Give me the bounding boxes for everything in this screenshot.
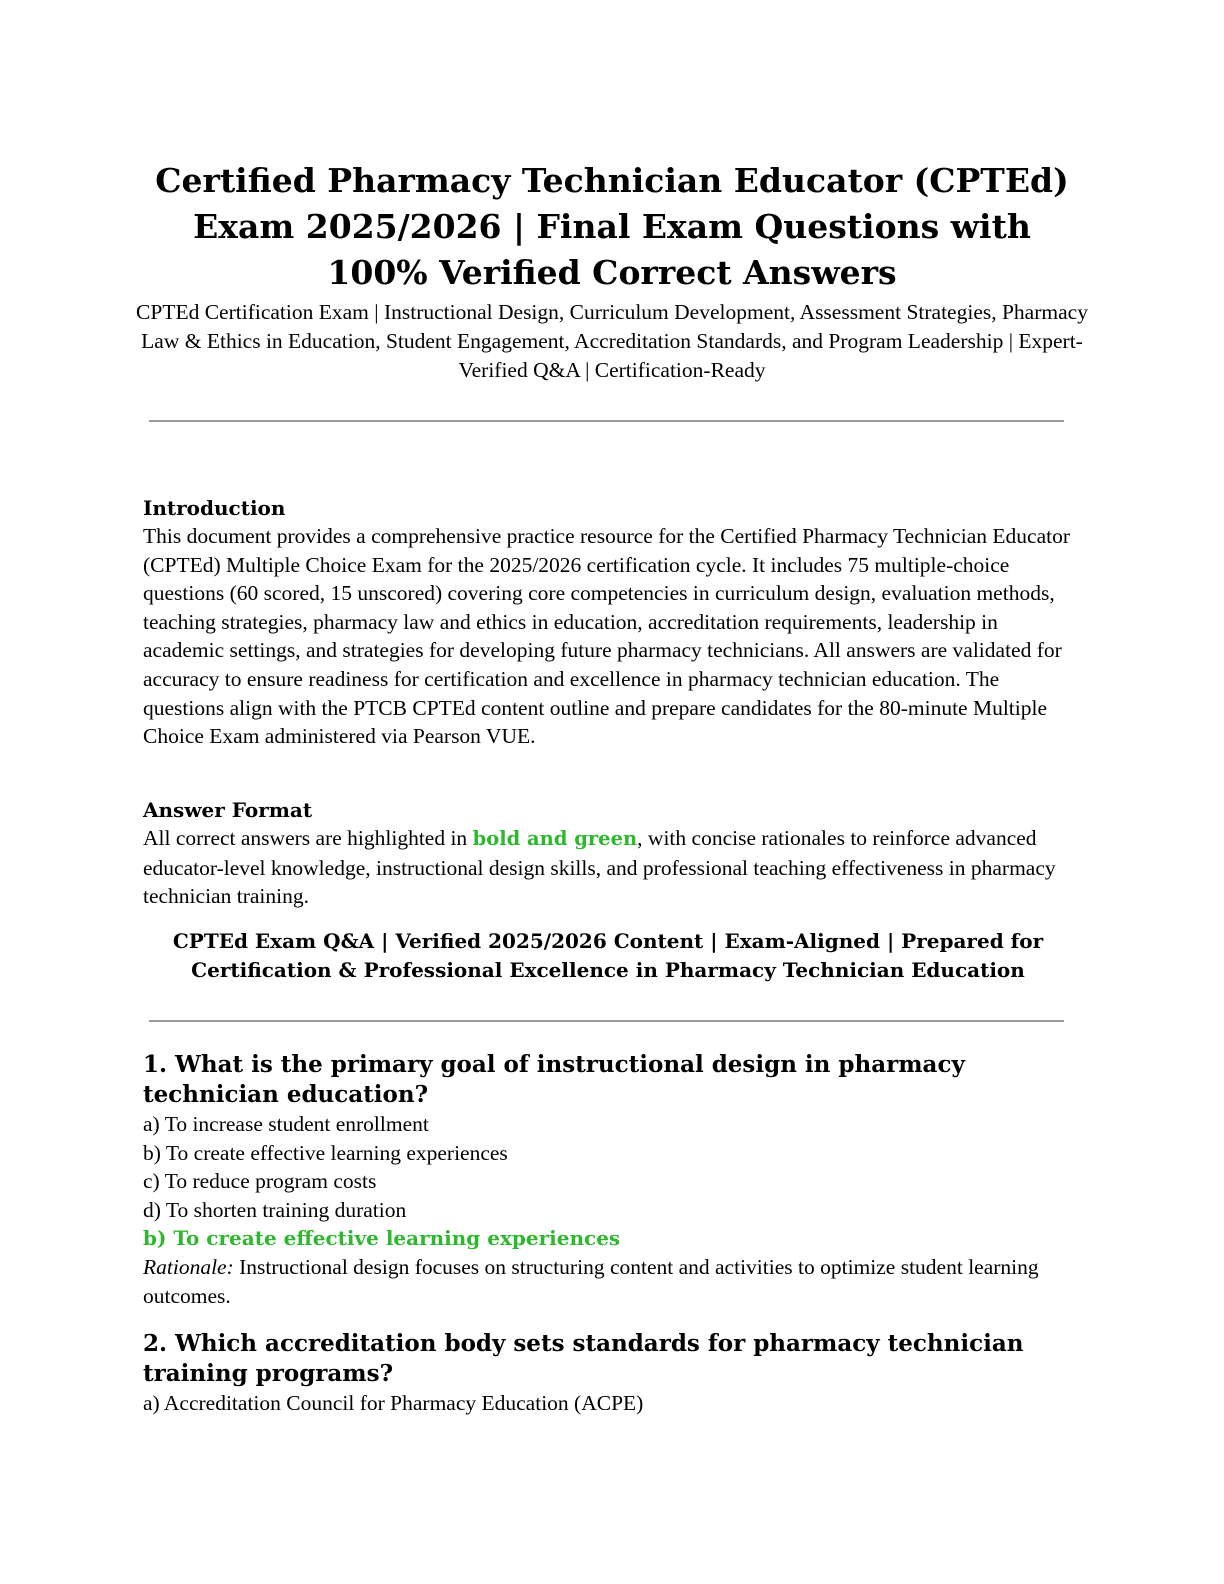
answer-format-text-after: , with concise rationales to reinforce advanced educator-level knowledge, instructional design skills, and professional teaching effectiveness in pharmacy technician training. [143,826,1056,909]
introduction-text: This document provides a comprehensive practice resource for the Certified Pharmacy Technician Educator (CPTEd) Multiple Choice Exam for the 2025/2026 certification cycle. It includes 75 multiple-choice questions (60 scored, 15 unscored) covering core competencies in curriculum design, evaluation methods, teaching strategies, pharmacy law and ethics in education, accreditation requirements, leadership in academic settings, and strategies for developing future pharmacy technicians. All answers are validated for accuracy to ensure readiness for certification and excellence in pharmacy technician education. The questions align with the PTCB CPTEd content outline and prepare candidates for the 80-minute Multiple Choice Exam administered via Pearson VUE. [143,524,1071,749]
question-1-answer: b) To create effective learning experiences [143,1226,621,1251]
answer-format-section [143,796,1073,911]
question-1-option-d: d) To shorten training duration [143,1197,407,1222]
title-line-2: Exam 2025/2026 | Final Exam Questions with [193,207,1031,246]
question-2-option-a: a) Accreditation Council for Pharmacy Education (ACPE) [143,1391,644,1415]
document-title [120,158,1104,296]
question-1-rationale [143,1253,1073,1310]
divider-bottom [149,1020,1064,1022]
title-line-3: 100% Verified Correct Answers [327,253,897,292]
question-1-rationale-label: Rationale: [143,1254,234,1279]
question-1-rationale-text: Instructional design focuses on structuring content and activities to optimize student learning outcomes. [143,1254,1039,1308]
question-1-option-c: c) To reduce program costs [143,1169,377,1194]
introduction-heading: Introduction [143,496,286,520]
question-2 [143,1329,1073,1418]
answer-format-heading: Answer Format [143,798,313,822]
question-1-option-a: a) To increase student enrollment [143,1112,429,1136]
document-tagline: CPTEd Exam Q&A | Verified 2025/2026 Content | Exam-Aligned | Prepared for Certification & Professional Excellence in Pharmacy Technician Education [172,929,1044,982]
question-1 [143,1050,1073,1310]
question-1-option-b: b) To create effective learning experiences [143,1140,508,1165]
answer-format-text-before: All correct answers are highlighted in [143,826,473,850]
answer-format-highlight: bold and green [472,827,638,850]
divider-top [149,420,1064,422]
document-subtitle: CPTEd Certification Exam | Instructional Design, Curriculum Development, Assessment Strategies, Pharmacy Law & Ethics in Education, Student Engagement, Accreditation Standards, and Program Leadership | Expert-Verified Q&A | Certification-Ready [136,300,1088,382]
question-2-text: 2. Which accreditation body sets standards for pharmacy technician training programs? [143,1330,1024,1387]
answer-format-text [143,824,1073,911]
title-line-1: Certified Pharmacy Technician Educator (CPTEd) [155,161,1069,200]
introduction-section [143,494,1073,751]
question-1-text: 1. What is the primary goal of instructional design in pharmacy technician education? [143,1051,965,1108]
